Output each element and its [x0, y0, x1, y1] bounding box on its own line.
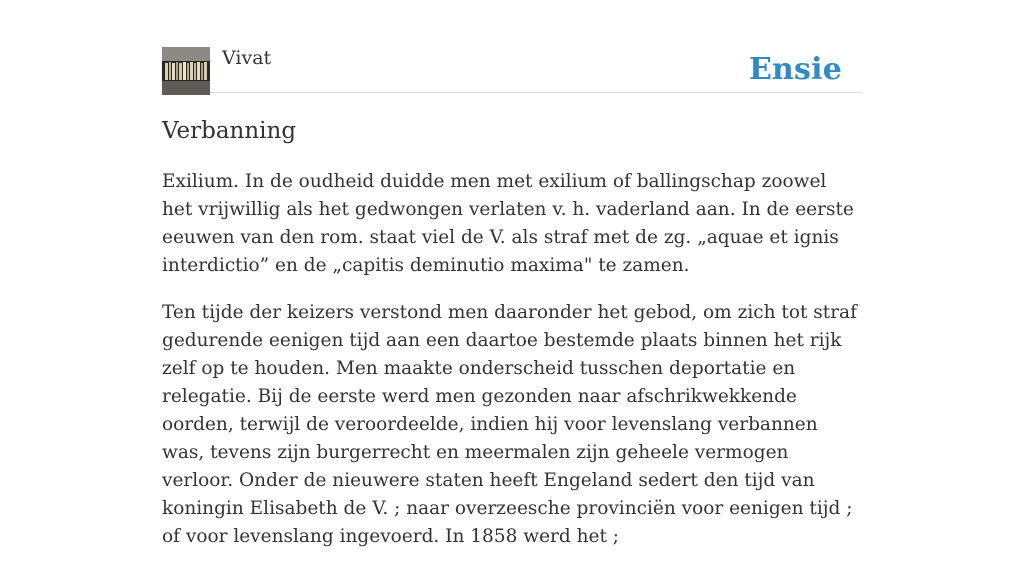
article-title: Verbanning [162, 118, 297, 144]
article-paragraph: Exilium. In de oudheid duidde men met exilium of ballingschap zoowel het vrijwillig als het gedwongen verlaten v. h. vaderland aan. In de eerste eeuwen van den rom. staat viel de V. als straf met de zg. „aquae et ignis interdictio” en de „capitis deminutio maxima" te zamen. [162, 171, 854, 276]
site-logo[interactable]: Ensie [748, 52, 842, 87]
author-avatar[interactable] [162, 47, 210, 95]
article-body [162, 168, 862, 570]
article-paragraph: Ten tijde der keizers verstond men daaronder het gebod, om zich tot straf gedurende eenigen tijd aan een daartoe bestemde plaats binnen het rijk zelf op te houden. Men maakte onderscheid tusschen deportatie en relegatie. Bij de eerste werd men gezonden naar afschrikwekkende oorden, terwijl de veroordeelde, indien hij voor levenslang verbannen was, tevens zijn burgerrecht en meermalen zijn geheele vermogen verloor. Onder de nieuwere staten heeft Engeland sedert den tijd van koningin Elisabeth de V. ; naar overzeesche provinciën voor eenigen tijd ; of voor levenslang ingevoerd. In 1858 werd het ; [162, 302, 857, 547]
author-name[interactable]: Vivat [222, 47, 272, 69]
site-header [162, 46, 862, 93]
bookshelf-image [162, 47, 210, 95]
